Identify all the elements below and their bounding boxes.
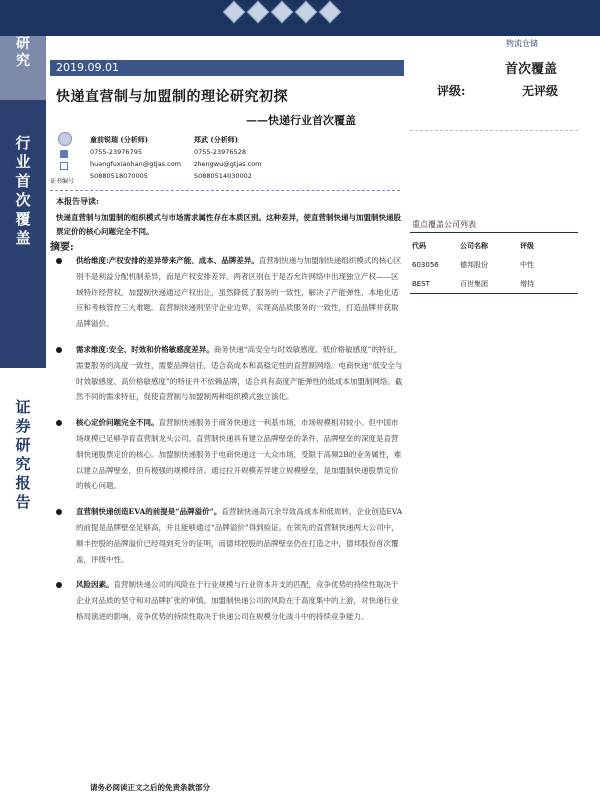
bullet-lead: 核心定价问题完全不同。 [76, 418, 159, 428]
guide-title: 本报告导读: [56, 196, 99, 206]
cover-label: 首次覆盖 [505, 62, 558, 77]
table-cell: BEST [412, 279, 430, 288]
bullet-lead: 直营制快递创造EVA的前提是“品牌溢价”。 [76, 507, 222, 517]
diamond-icon [271, 1, 294, 24]
analyst-1 [90, 134, 181, 182]
sector-label: 物流仓储 [506, 39, 538, 48]
table-bottom-rule [410, 293, 578, 294]
sidebar-char: 报 [15, 474, 31, 492]
report-date: 2019.09.01 [56, 61, 119, 74]
table-cell: 增持 [520, 279, 534, 288]
analyst-2 [194, 134, 262, 182]
divider [50, 190, 400, 191]
sidebar-char: 首 [15, 172, 31, 190]
table-row [412, 274, 578, 293]
top-banner [0, 0, 600, 36]
cert-label: 证书编号 [50, 178, 75, 185]
diamond-icon [319, 1, 342, 24]
bullet-lead: 供给维度:产权安排的差异带来产能、成本、品牌差异。 [76, 256, 259, 265]
date-bar [50, 60, 404, 76]
analyst-phone: 0755-23976528 [194, 148, 246, 156]
table-header-cell: 评级 [520, 240, 534, 250]
disclaimer-footer: 请务必阅读正文之后的免责条款部分 [90, 783, 210, 792]
sidebar-industry-coverage [0, 100, 46, 368]
coverage-table [412, 236, 578, 293]
sidebar-securities-report [0, 368, 46, 800]
analyst-phone: 0755-23976795 [90, 148, 142, 156]
abstract-title: 摘要: [50, 242, 74, 253]
sidebar-char: 证 [15, 398, 31, 416]
abstract-bullets [52, 253, 404, 625]
bullet-icon [56, 347, 62, 353]
bullet-item [52, 504, 404, 567]
analyst-email[interactable]: huangfuxiaohan@gtjas.com [90, 160, 182, 168]
bullet-item [52, 342, 404, 405]
bullet-icon [56, 258, 62, 264]
bullet-icon [56, 420, 62, 426]
sidebar-char: 研 [16, 36, 30, 52]
guide-body: 快递直营制与加盟制的组织模式与市场需求属性存在本质区别。这种差异，使直营制快递与加盟制快递股票定价的核心问题完全不同。 [56, 213, 401, 236]
bullet-lead: 需求维度:安全、时效和价格敏感度差异。 [76, 344, 214, 354]
diamond-icon [295, 1, 318, 24]
sidebar-char: 告 [15, 493, 31, 511]
analyst-cert: S0880518070005 [90, 172, 148, 180]
coverage-table-title: 重点覆盖公司列表 [412, 220, 476, 229]
bullet-item [52, 415, 404, 494]
bullet-text: 直营制快递高冗余导致高成本和低周转，企业创造EVA的前提是品牌壁垒足够高，并且能够通过“品牌溢价”得到验证。在领先的直营制快递两大公司中，顺丰控股的品牌溢价已经得到充分的证明，而德邦控股的品牌壁垒仍在打造之中，德邦股份首次覆盖，评级中性。 [76, 507, 403, 564]
table-row [412, 255, 578, 274]
divider [410, 130, 578, 131]
table-cell: 中性 [520, 260, 534, 269]
bullet-icon [56, 509, 62, 515]
phone-icon [60, 150, 68, 158]
mail-icon [60, 162, 68, 170]
table-cell: 德邦股份 [460, 260, 488, 269]
sidebar-char: 券 [15, 417, 31, 435]
bullet-text: 直营制快递与加盟制快递组织模式的核心区别不是利益分配机制差异，而是产权安排差异。两者区别在于是否允许网络中出现独立产权——区域特许经营权。加盟制快递通过产权出让，虽然降低了服务的一致性，解决了产能弹性、本地化适应和考核管控三大难题。直营制快递则坚守企业边界，实现高品质服务的一致性，打造品牌并获取品牌溢价。 [76, 256, 402, 329]
bullet-icon [56, 582, 62, 588]
table-cell: 百世集团 [460, 279, 488, 288]
diamond-icon [247, 1, 270, 24]
report-subtitle: ——快递行业首次覆盖 [246, 114, 356, 127]
table-top-rule [410, 232, 578, 233]
table-header-cell: 代码 [412, 241, 426, 250]
analyst-cert: S0880514030002 [194, 172, 252, 180]
bullet-item [52, 577, 404, 624]
sidebar-char: 研 [15, 436, 31, 454]
report-title: 快递直营制与加盟制的理论研究初探 [56, 89, 288, 105]
sidebar-char: 覆 [15, 210, 31, 228]
sidebar-char: 究 [15, 455, 31, 473]
rating-value: 无评级 [522, 84, 559, 98]
diamond-icon [223, 1, 246, 24]
sidebar-char: 究 [16, 53, 30, 69]
analyst-name: 童前锐瑞 (分析师) [90, 135, 149, 144]
analyst-email[interactable]: zhengwu@gtjas.com [194, 160, 262, 168]
bullet-lead: 风险因素。 [76, 580, 114, 590]
analyst-name: 郑武 (分析师) [194, 135, 239, 144]
rating-label: 评级: [437, 84, 466, 98]
table-cell: 603056 [412, 260, 439, 269]
bullet-text: 商务快递“高安全与时效敏感度、低价格敏感度”的特征，需要服务的高度一致性，需要品牌信任，适合高成本和高稳定性的直营制网络。电商快递“低安全与时效敏感度、高价格敏感度”的特征并不依赖品牌，适合具有高度产能弹性的低成本加盟制网络。截然不同的需求特征，促使直营制与加盟制两种组织模式独立演化。 [76, 344, 403, 402]
bullet-item [52, 253, 404, 332]
table-header-cell: 公司名称 [460, 240, 488, 250]
table-header-row [412, 236, 578, 255]
analyst-block [50, 130, 400, 190]
left-sidebar [0, 0, 46, 800]
bullet-text: 直营制快递服务于商务快递这一利基市场，市场规模相对较小。但中国市场规模已足够孕育直营制龙头公司。直营制快递具有建立品牌壁垒的条件，品牌壁垒的深度是直营制快递股票定价的核心。加盟制快递服务于电商快递这一大众市场，受限于高频2B的业务属性，难以建立品牌壁垒，但有极强的规模经济。通过拉开规模差异建立规模壁垒，是加盟制快递股票定价的核心问题。 [76, 418, 402, 491]
analyst-avatar-icon [58, 132, 72, 146]
sidebar-char: 盖 [15, 229, 31, 247]
sidebar-char: 业 [15, 153, 31, 171]
bullet-text: 直营制快递公司的风险在于行业规模与行业资本开支的匹配，竞争优势的持续性取决于企业对品质的坚守和对品牌扩张的审慎。加盟制快递公司的风险在于高度集中的上游，对快递行业格局演进的影响，竞争优势的持续性取决于快递公司在规模分化战斗中的持续竞争能力。 [76, 580, 399, 621]
sidebar-char: 次 [15, 191, 31, 209]
sidebar-char: 行 [15, 134, 31, 152]
